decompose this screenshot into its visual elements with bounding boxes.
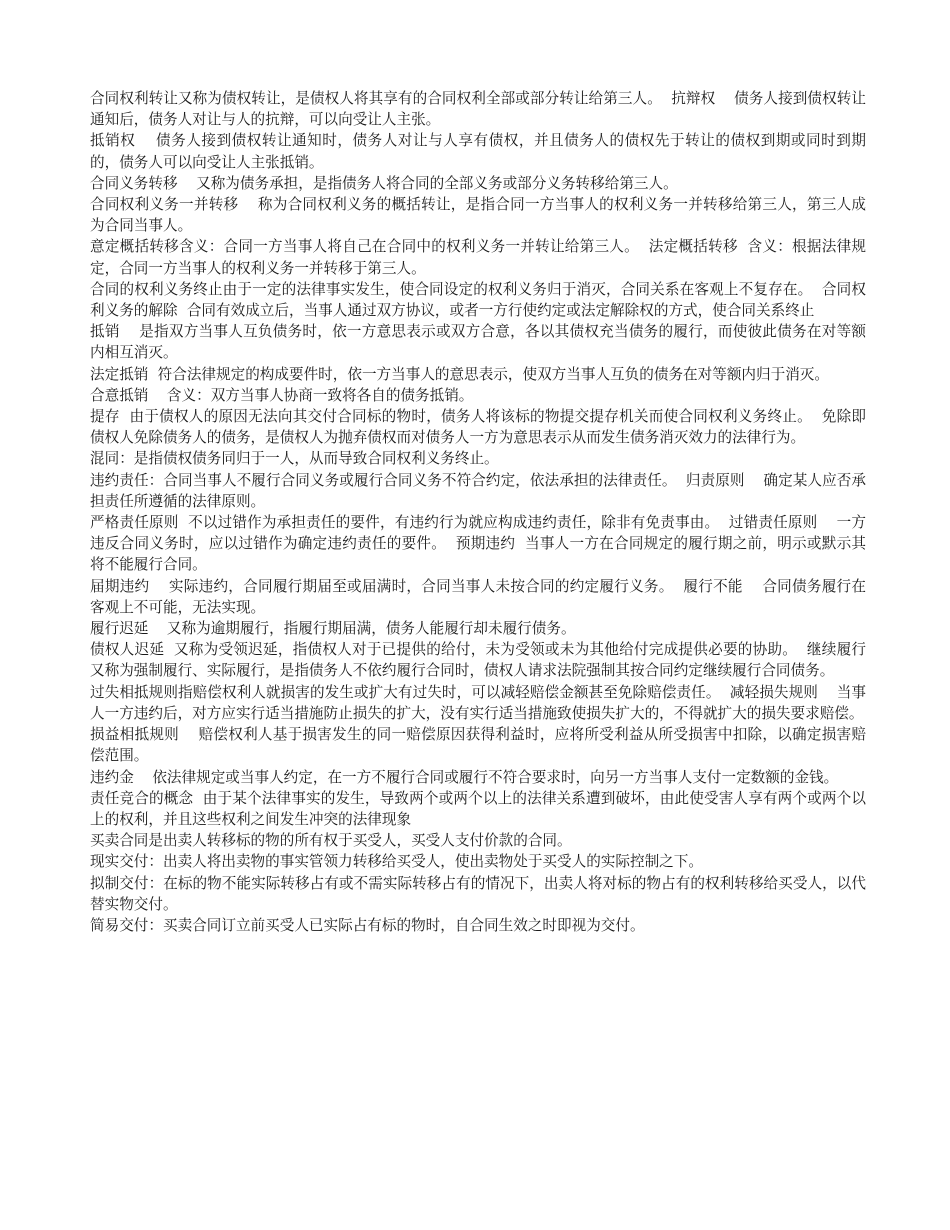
paragraph-10: 提存 由于债权人的原因无法向其交付合同标的物时，债务人将该标的物提交提存机关而使合同权利义务终止。 免除即债权人免除债务人的债务，是债权人为抛弃债权而对债务人一方为意思表示从而发生债务消灭效力的法律行为。 bbox=[90, 408, 866, 447]
paragraph-16: 债权人迟延 又称为受领迟延，指债权人对于已提供的给付，未为受领或未为其他给付完成提供必要的协助。 继续履行 又称为强制履行、实际履行，是指债务人不依约履行合同时，债权人请求法院强制其按合同约定继续履行合同债务。 bbox=[90, 641, 885, 680]
paragraph-7: 抵销 是指双方当事人互负债务时，依一方意思表示或双方合意，各以其债权充当债务的履行，而使彼此债务在对等额内相互消灭。 bbox=[90, 323, 866, 362]
paragraph-22: 现实交付：出卖人将出卖物的事实管领力转移给买受人，使出卖物处于买受人的实际控制之下。 bbox=[90, 853, 703, 871]
paragraph-21: 买卖合同是出卖人转移标的物的所有权于买受人，买受人支付价款的合同。 bbox=[90, 832, 572, 850]
paragraph-12: 违约责任：合同当事人不履行合同义务或履行合同义务不符合约定，依法承担的法律责任。 归责原则 确定某人应否承担责任所遵循的法律原则。 bbox=[90, 471, 866, 510]
paragraph-13: 严格责任原则 不以过错作为承担责任的要件，有违约行为就应构成违约责任，除非有免责事由。 过错责任原则 一方违反合同义务时，应以过错作为确定违约责任的要件。 预期违约 当事人一方在合同规定的履行期之前，明示或默示其将不能履行合同。 bbox=[90, 514, 866, 574]
paragraph-1: 合同权利转让又称为债权转让，是债权人将其享有的合同权利全部或部分转让给第三人。 抗辩权 债务人接到债权转让通知后，债务人对让与人的抗辩，可以向受让人主张。 bbox=[90, 90, 866, 129]
paragraph-4: 合同权利义务一并转移 称为合同权利义务的概括转让，是指合同一方当事人的权利义务一并转移给第三人，第三人成为合同当事人。 bbox=[90, 196, 866, 235]
paragraph-15: 履行迟延 又称为逾期履行，指履行期届满，债务人能履行却未履行债务。 bbox=[90, 620, 576, 638]
paragraph-11: 混同：是指债权债务同归于一人，从而导致合同权利义务终止。 bbox=[90, 450, 499, 468]
paragraph-9: 合意抵销 含义：双方当事人协商一致将各自的债务抵销。 bbox=[90, 386, 474, 404]
paragraph-19: 违约金 依法律规定或当事人约定，在一方不履行合同或履行不符合要求时，向另一方当事人支付一定数额的金钱。 bbox=[90, 768, 839, 786]
paragraph-5: 意定概括转移含义：合同一方当事人将自己在合同中的权利义务一并转让给第三人。 法定概括转移 含义：根据法律规定，合同一方当事人的权利义务一并转移于第三人。 bbox=[90, 238, 866, 277]
paragraph-3: 合同义务转移 又称为债务承担，是指债务人将合同的全部义务或部分义务转移给第三人。 bbox=[90, 174, 678, 192]
paragraph-20: 责任竞合的概念 由于某个法律事实的发生，导致两个或两个以上的法律关系遭到破坏，由此使受害人享有两个或两个以上的权利，并且这些权利之间发生冲突的法律现象 bbox=[90, 789, 866, 828]
document-body bbox=[90, 88, 885, 936]
paragraph-6: 合同的权利义务终止由于一定的法律事实发生，使合同设定的权利义务归于消灭，合同关系在客观上不复存在。 合同权利义务的解除 合同有效成立后，当事人通过双方协议，或者一方行使约定或法定解除权的方式，使合同关系终止 bbox=[90, 280, 866, 320]
paragraph-24: 简易交付：买卖合同订立前买受人已实际占有标的物时，自合同生效之时即视为交付。 bbox=[90, 916, 645, 934]
paragraph-23: 拟制交付：在标的物不能实际转移占有或不需实际转移占有的情况下，出卖人将对标的物占有的权利转移给买受人，以代替实物交付。 bbox=[90, 874, 866, 913]
paragraph-8: 法定抵销 符合法律规定的构成要件时，依一方当事人的意思表示，使双方当事人互负的债务在对等额内归于消灭。 bbox=[90, 365, 829, 383]
paragraph-14: 届期违约 实际违约，合同履行期届至或届满时，合同当事人未按合同的约定履行义务。 履行不能 合同债务履行在客观上不可能，无法实现。 bbox=[90, 577, 866, 616]
paragraph-17: 过失相抵规则指赔偿权利人就损害的发生或扩大有过失时，可以减轻赔偿金额甚至免除赔偿责任。 减轻损失规则 当事人一方违约后，对方应实行适当措施防止损失的扩大，没有实行适当措施致使损失扩大的，不得就扩大的损失要求赔偿。 bbox=[90, 683, 866, 722]
paragraph-18: 损益相抵规则 赔偿权利人基于损害发生的同一赔偿原因获得利益时，应将所受利益从所受损害中扣除，以确定损害赔偿范围。 bbox=[90, 726, 866, 765]
paragraph-2: 抵销权 债务人接到债权转让通知时，债务人对让与人享有债权，并且债务人的债权先于转让的债权到期或同时到期的，债务人可以向受让人主张抵销。 bbox=[90, 132, 866, 171]
